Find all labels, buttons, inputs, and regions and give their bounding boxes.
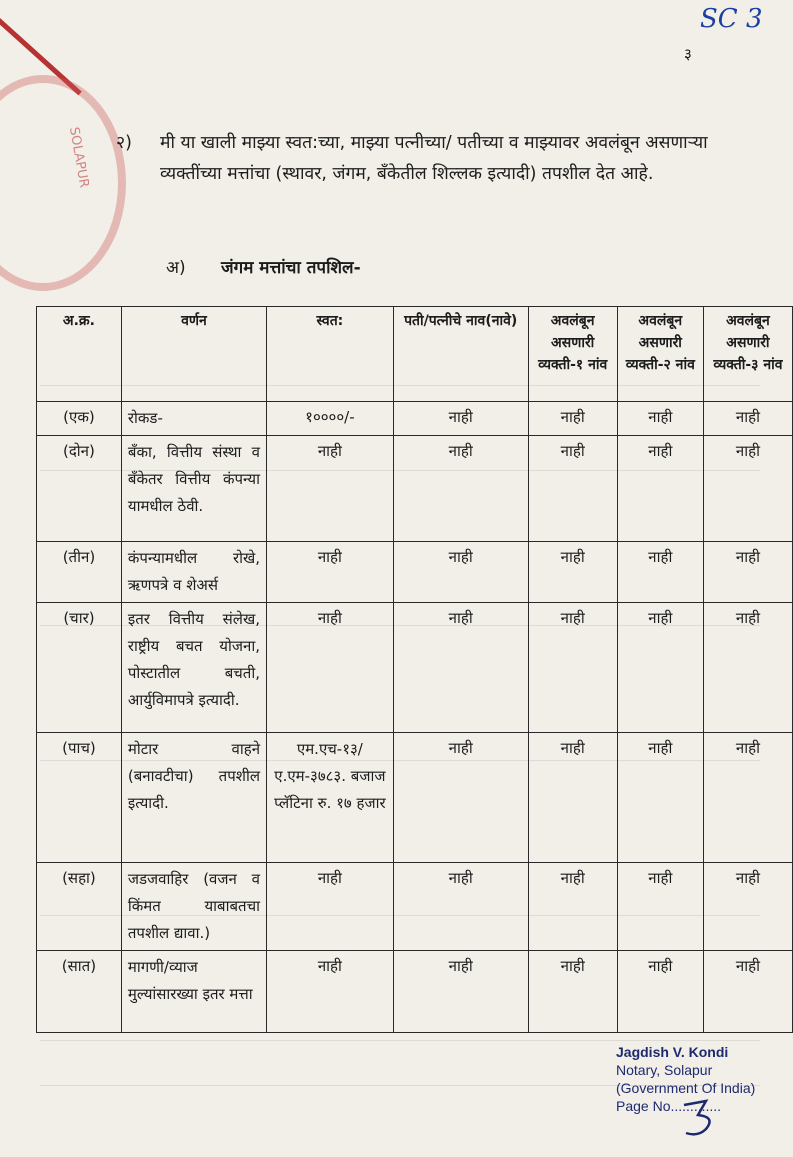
paragraph-text: मी या खाली माझ्या स्वत:च्या, माझ्या पत्नीच्या/ पतीच्या व माझ्यावर अवलंबून असणाऱ्या व्यक्तींच्या मत्तांचा (स्थावर, जंगम, बँकेतील शिल्लक इत्यादी) तपशील देत आहे. xyxy=(160,133,708,184)
row-dependent-1: नाही xyxy=(528,603,617,733)
table-row xyxy=(37,542,793,603)
row-self: नाही xyxy=(267,436,394,542)
row-dependent-2: नाही xyxy=(617,863,703,951)
row-dependent-1: नाही xyxy=(528,436,617,542)
row-dependent-3: नाही xyxy=(703,542,792,603)
row-dependent-1: नाही xyxy=(528,733,617,863)
row-dependent-3: नाही xyxy=(703,402,792,436)
row-spouse: नाही xyxy=(393,863,528,951)
row-dependent-3: नाही xyxy=(703,863,792,951)
row-sr: (सात) xyxy=(37,951,122,1033)
row-self: एम.एच-१३/ ए.एम-३७८३. बजाज प्लॅटिना रु. १७ हजार xyxy=(267,733,394,863)
table-row xyxy=(37,951,793,1033)
movable-assets-table xyxy=(36,306,793,1033)
header-description: वर्णन xyxy=(121,307,266,402)
header-self: स्वत: xyxy=(267,307,394,402)
row-dependent-3: नाही xyxy=(703,951,792,1033)
row-dependent-2: नाही xyxy=(617,951,703,1033)
table-row xyxy=(37,402,793,436)
row-sr: (चार) xyxy=(37,603,122,733)
row-description: बँका, वित्तीय संस्था व बँकेतर वित्तीय कंपन्या यामधील ठेवी. xyxy=(121,436,266,542)
row-description: मागणी/व्याज मुल्यांसारख्या इतर मत्ता xyxy=(121,951,266,1033)
row-dependent-2: नाही xyxy=(617,402,703,436)
page-number: ३ xyxy=(684,45,692,63)
row-dependent-2: नाही xyxy=(617,733,703,863)
row-sr: (पाच) xyxy=(37,733,122,863)
row-spouse: नाही xyxy=(393,951,528,1033)
row-self: नाही xyxy=(267,951,394,1033)
header-spouse: पती/पत्नीचे नाव(नावे) xyxy=(393,307,528,402)
notary-seal xyxy=(0,75,126,291)
row-dependent-1: नाही xyxy=(528,542,617,603)
row-sr: (सहा) xyxy=(37,863,122,951)
row-description: रोकड- xyxy=(121,402,266,436)
row-dependent-1: नाही xyxy=(528,951,617,1033)
paragraph-number: २) xyxy=(116,133,132,153)
row-sr: (दोन) xyxy=(37,436,122,542)
notary-authority: (Government Of India) xyxy=(616,1080,756,1096)
row-dependent-2: नाही xyxy=(617,603,703,733)
corner-mark: SC 3 xyxy=(700,4,763,34)
row-dependent-1: नाही xyxy=(528,863,617,951)
header-dependent-1: अवलंबून असणारी व्यक्ती-१ नांव xyxy=(528,307,617,402)
header-sr: अ.क्र. xyxy=(37,307,122,402)
row-description: मोटार वाहने (बनावटीचा) तपशील इत्यादी. xyxy=(121,733,266,863)
section-heading xyxy=(166,255,361,278)
row-dependent-3: नाही xyxy=(703,603,792,733)
row-self: नाही xyxy=(267,542,394,603)
row-spouse: नाही xyxy=(393,402,528,436)
notary-signature xyxy=(676,1095,726,1145)
table-header-row xyxy=(37,307,793,402)
row-spouse: नाही xyxy=(393,542,528,603)
header-dependent-2: अवलंबून असणारी व्यक्ती-२ नांव xyxy=(617,307,703,402)
header-dependent-3: अवलंबून असणारी व्यक्ती-३ नांव xyxy=(703,307,792,402)
row-description: इतर वित्तीय संलेख, राष्ट्रीय बचत योजना, पोस्टातील बचती, आर्युविमापत्रे इत्यादी. xyxy=(121,603,266,733)
table-row xyxy=(37,863,793,951)
row-description: कंपन्यामधील रोखे, ऋणपत्रे व शेअर्स xyxy=(121,542,266,603)
row-spouse: नाही xyxy=(393,436,528,542)
table-row xyxy=(37,436,793,542)
row-sr: (एक) xyxy=(37,402,122,436)
row-self: १००००/- xyxy=(267,402,394,436)
row-spouse: नाही xyxy=(393,603,528,733)
row-description: जडजवाहिर (वजन व किंमत याबाबतचा तपशील द्यावा.) xyxy=(121,863,266,951)
table-row xyxy=(37,733,793,863)
row-dependent-1: नाही xyxy=(528,402,617,436)
table-row xyxy=(37,603,793,733)
notary-seal-text: SOLAPUR xyxy=(65,126,92,189)
section-label: अ) xyxy=(166,258,186,278)
row-self: नाही xyxy=(267,863,394,951)
row-dependent-3: नाही xyxy=(703,733,792,863)
row-spouse: नाही xyxy=(393,733,528,863)
row-dependent-3: नाही xyxy=(703,436,792,542)
row-self: नाही xyxy=(267,603,394,733)
row-dependent-2: नाही xyxy=(617,436,703,542)
notary-name: Jagdish V. Kondi xyxy=(616,1044,729,1060)
notary-place: Notary, Solapur xyxy=(616,1062,713,1078)
row-dependent-2: नाही xyxy=(617,542,703,603)
notary-page-no: Page No............. xyxy=(616,1098,722,1114)
row-sr: (तीन) xyxy=(37,542,122,603)
section-title: जंगम मत्तांचा तपशिल- xyxy=(221,258,361,278)
